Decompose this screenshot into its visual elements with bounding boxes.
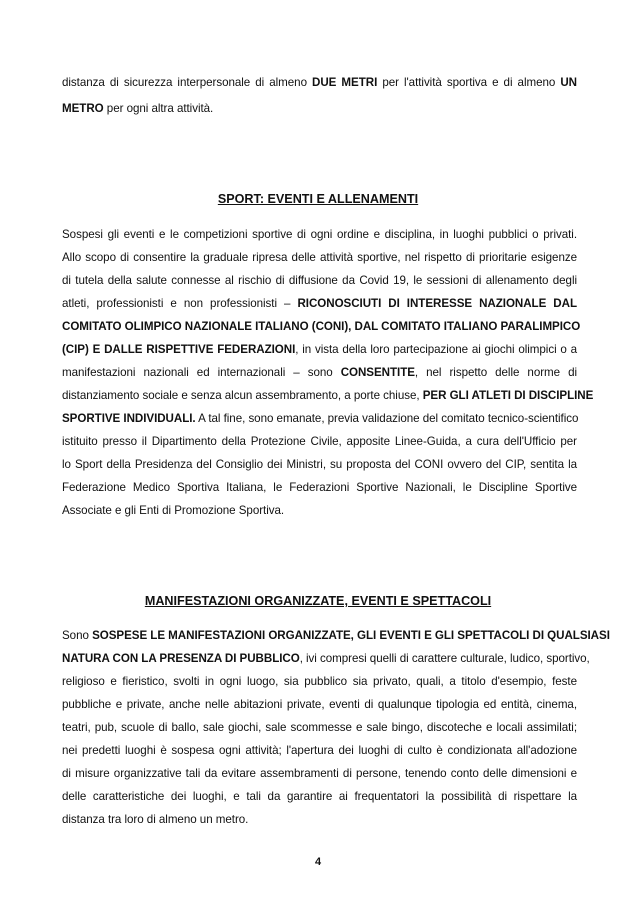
sport-line-12: Federazione Medico Sportiva Italiana, le Federazioni Sportive Nazionali, le Discipline Sportive [62,481,577,494]
page-number: 4 [314,856,322,868]
events-line-1: Sono SOSPESE LE MANIFESTAZIONI ORGANIZZATE, GLI EVENTI E GLI SPETTACOLI DI QUALSIASI [62,629,610,642]
events-line-4: pubbliche e private, anche nelle abitazioni private, eventi di qualunque tipologia ed entità, cinema, [62,698,577,711]
sport-line-13: Associate e gli Enti di Promozione Sportiva. [62,504,285,517]
sport-line-6: (CIP) E DALLE RISPETTIVE FEDERAZIONI, in vista della loro partecipazione ai giochi olimpici o a [62,343,577,356]
events-line-2: NATURA CON LA PRESENZA DI PUBBLICO, ivi compresi quelli di carattere culturale, ludico, sportivo, [62,652,590,665]
sport-line-11: lo Sport della Presidenza del Consiglio dei Ministri, su proposta del CONI ovvero del CIP, sentita la [62,458,577,471]
intro-line-2: METRO per ogni altra attività. [62,102,214,115]
section-heading-sport: SPORT: EVENTI E ALLENAMENTI [217,192,419,206]
events-line-9: distanza tra loro di almeno un metro. [62,813,249,826]
events-line-8: delle caratteristiche dei luoghi, e tali da garantire ai frequentatori la possibilità di rispettare la [62,790,577,803]
events-line-3: religioso e fieristico, svolti in ogni luogo, sia pubblico sia privato, quali, a titolo d'esempio, feste [62,675,577,688]
events-line-7: di misure organizzative tali da evitare assembramenti di persone, tenendo conto delle dimensioni e [62,767,577,780]
sport-line-9: SPORTIVE INDIVIDUALI. A tal fine, sono emanate, previa validazione del comitato tecnico-scientifico [62,412,579,425]
sport-line-5: COMITATO OLIMPICO NAZIONALE ITALIANO (CONI), DAL COMITATO ITALIANO PARALIMPICO [62,320,581,333]
sport-line-10: istituito presso il Dipartimento della Protezione Civile, apposite Linee-Guida, a cura dell'Ufficio per [62,435,577,448]
sport-line-7: manifestazioni nazionali ed internazionali – sono CONSENTITE, nel rispetto delle norme di [62,366,577,379]
intro-line-1: distanza di sicurezza interpersonale di almeno DUE METRI per l'attività sportiva e di almeno UN [62,76,577,89]
sport-line-1: Sospesi gli eventi e le competizioni sportive di ogni ordine e disciplina, in luoghi pubblici o privati. [62,228,577,241]
section-heading-events: MANIFESTAZIONI ORGANIZZATE, EVENTI E SPETTACOLI [144,594,492,608]
sport-line-8: distanziamento sociale e senza alcun assembramento, a porte chiuse, PER GLI ATLETI DI DISCIPLINE [62,389,594,402]
sport-line-2: Allo scopo di consentire la graduale ripresa delle attività sportive, nel rispetto di prioritarie esigenze [62,251,577,264]
events-line-5: teatri, pub, scuole di ballo, sale giochi, sale scommesse e sale bingo, discoteche e locali assimilati; [62,721,577,734]
sport-line-4: atleti, professionisti e non professionisti – RICONOSCIUTI DI INTERESSE NAZIONALE DAL [62,297,577,310]
events-line-6: nei predetti luoghi è sospesa ogni attività; l'apertura dei luoghi di culto è condizionata all'adozione [62,744,577,757]
sport-line-3: di tutela della salute connesse al rischio di diffusione da Covid 19, le sessioni di allenamento degli [62,274,577,287]
